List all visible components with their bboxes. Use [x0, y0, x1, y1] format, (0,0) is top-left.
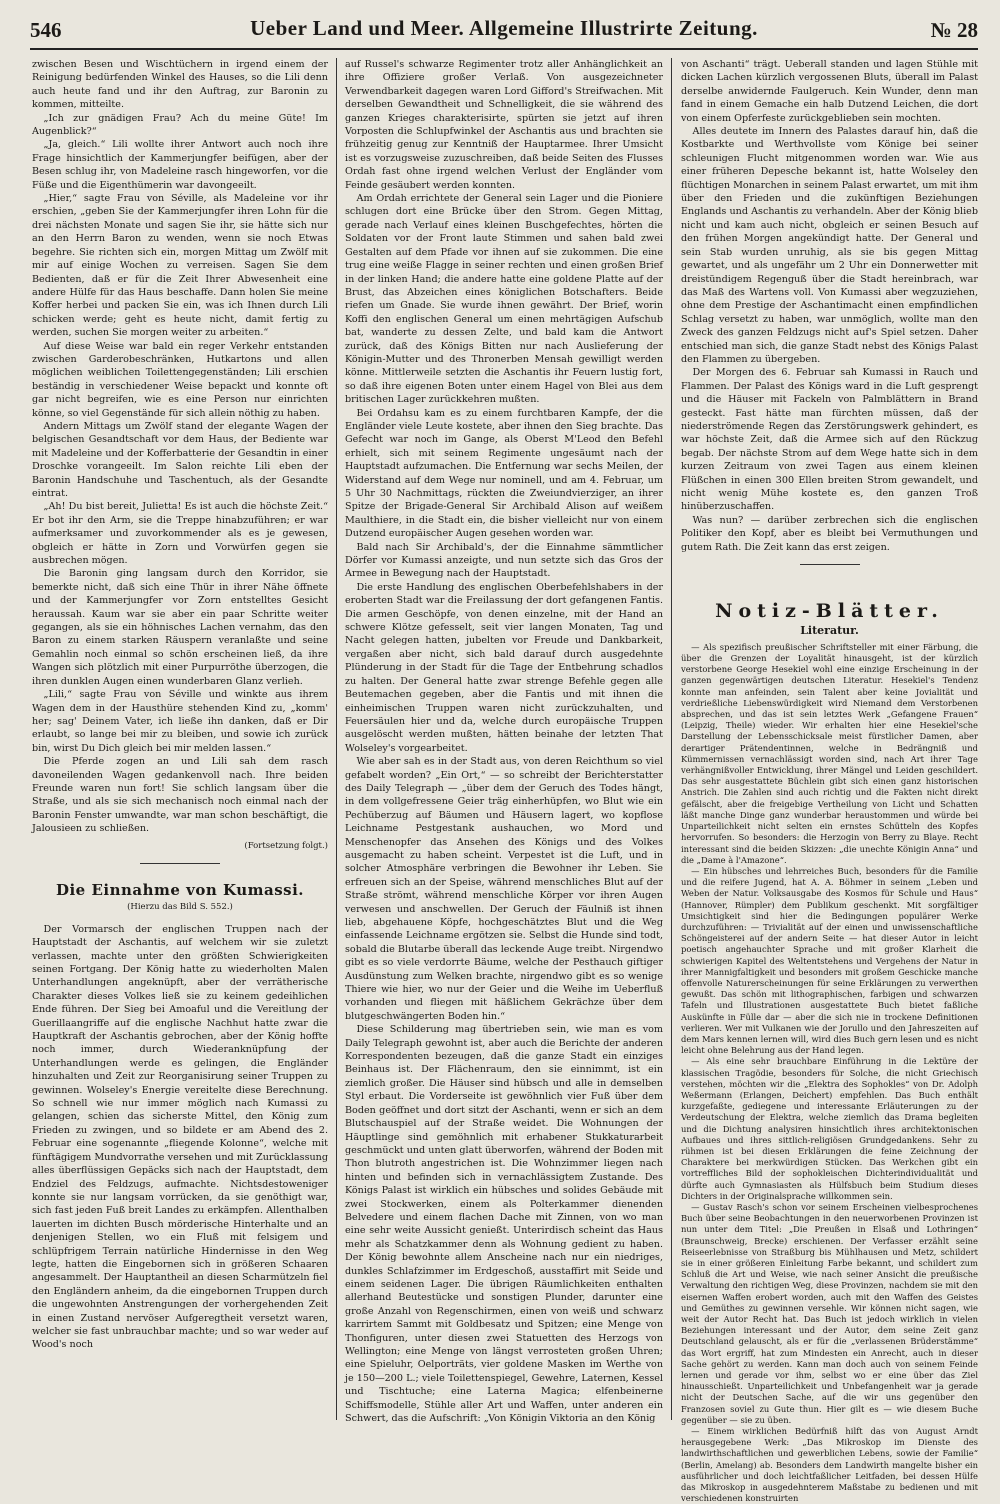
- note-paragraph: — Als spezifisch preußischer Schriftsteller mit einer Färbung, die über die Grenzen der Loyalität hinausgeht, ist der kürzlich verstorbene George Hesekiel wohl eine einzige Erscheinung in der ganzen gegenwärtigen deutschen Literatur. Hesekiel's Tendenz konnte man anfeinden, sein Talent aber keine Jovialität und verdrießliche Liebenswürdigkeit wird Niemand dem Verstorbenen absprechen, und das ist sein letztes Werk „Gefangene Frauen“ (Leipzig, Theile) wieder. Wir erhalten hier eine Hesekiel'sche Darstellung der Lebensschicksale meist fürstlicher Damen, aber derartiger Prätendentinnen, welche in Bedrängniß und Kümmernissen vernachlässigt worden sind, nach Art ihrer Tage verhängnißvoller Entwicklung, ihrer Mängel und Leiden geschildert. Das sehr ausgestattete Büchlein gibt sich einen ganz historischen Anstrich. Die Zahlen sind auch richtig und die Fakten nicht direkt gefälscht, aber die freigebige Vertheilung von Licht und Schatten läßt manche Dinge ganz wunderbar heraustommen und würde bei Unparteilichkeit nicht selten ein ernstes Schütteln des Kopfes hervorrufen. So besonders: die Herzogin von Berry zu Blaye. Recht interessant sind die beiden Skizzen: „die unechte Königin Anna“ und die „Dame à l'Amazone“.: [681, 641, 978, 865]
- article-title: Die Einnahme von Kumassi.: [55, 880, 305, 899]
- paragraph: „Hier,“ sagte Frau von Séville, als Madeleine vor ihr erschien, „geben Sie der Kammerjungfer ihren Lohn für die drei nächsten Monate und sagen Sie ihr, sie hätte sich nur an den Herrn Baron zu wenden, wenn sie noch Etwas begehre. Sie richten sich ein, morgen Mittag um Zwölf mit mir auf einige Wochen zu verreisen. Sagen Sie dem Bedienten, daß er für die Zeit Ihrer Abwesenheit eine andere Hülfe für das Haus beschaffe. Dann holen Sie meine Koffer herbei und packen Sie ein, was ich Ihnen durch Lili schicken werde; geht es heute nicht, damit fertig zu werden, suchen Sie morgen weiter zu arbeiten.“: [32, 193, 328, 339]
- section-divider: [140, 863, 220, 864]
- paragraph: Diese Schilderung mag übertrieben sein, wie man es vom Daily Telegraph gewohnt ist, aber auch die Berichte der anderen Korrespondenten bezeugen, daß die ganze Stadt ein einziges Beinhaus ist. Der Flächenraum, den sie einnimmt, ist ein ziemlich großer. Die Häuser sind hübsch und alle in demselben Styl erbaut. Die Vorderseite ist gewöhnlich vier Fuß über dem Boden geöffnet und dort sitzt der Aschanti, wenn er sich an dem Blutschauspiel auf der Straße weidet. Die Wohnungen der Häuptlinge sind gemöhnlich mit erhabener Stukkaturarbeit geschmückt und unten glatt überworfen, während der Boden mit Thon blutroth angestrichen ist. Die Wohnzimmer liegen nach hinten und befinden sich in vernachlässigtem Zustande. Des Königs Palast ist wirklich ein hübsches und solides Gebäude mit zwei Stockwerken, einem als Polterkammer dienenden Belvedere und einem flachen Dache mit Zinnen, von wo man eine sehr weite Aussicht genießt. Unterirdisch scheint das Haus mehr als Schatzkammer denn als Wohnung gedient zu haben. Der König bewohnte allem Anscheine nach nur ein niedriges, dunkles Schlafzimmer im Erdgeschoß, ausstaffirt mit Seide und einem seidenen Lager. Die übrigen Räumlichkeiten enthalten allerhand Beutestücke und sonstigen Plunder, darunter eine große Anzahl von Regenschirmen, einen von weiß und schwarz karrirtem Sammt mit Goldbesatz und Spitzen; eine Menge von Thonfiguren, unter diesen zwei Statuetten des Herzogs von Wellington; eine Menge von längst verrosteten großen Uhren; eine Spieluhr, Oelporträts, vier goldene Masken im Werthe von je 150—200 L.; viele Toilettenspiegel, Gewehre, Laternen, Kessel und Tischtuche; eine Laterna Magica; elfenbeinerne Schiffsmodelle, Stühle aller Art und Waffen, unter anderen ein Schwert, das die Aufschrift: „Von Königin Viktoria an den König: [345, 1024, 663, 1425]
- column-2: [345, 58, 663, 1425]
- paragraph: Bei Ordahsu kam es zu einem furchtbaren Kampfe, der die Engländer viele Leute kostete, aber ihnen den Sieg brachte. Das Gefecht war noch im Gange, als Oberst M'Leod den Befehl erhielt, sich mit seinem Regimente ungesäumt nach der Hauptstadt aufzumachen. Die Entfernung war sechs Meilen, der Widerstand auf dem Wege nur nominell, und am 4. Februar, um 5 Uhr 30 Nachmittags, rückten die Zweiundvierziger, an ihrer Spitze der Brigade-General Sir Archibald Alison auf weißem Maulthiere, in die Stadt ein, die bisher vielleicht nur von einem Dutzend europäischer Augen gesehen worden war.: [345, 407, 663, 540]
- issue-number: № 28: [930, 18, 978, 42]
- paragraph: „Ich zur gnädigen Frau? Ach du meine Güte! Im Augenblick?“: [32, 112, 328, 138]
- column-divider: [671, 58, 672, 1420]
- paragraph: zwischen Besen und Wischtüchern in irgend einem der Reinigung bedürfenden Winkel des Hauses, so die Lili denn auch heute fand und ihr den Auftrag, zur Baronin zu kommen, mitteilte.: [32, 59, 328, 111]
- column-1: [32, 58, 328, 1420]
- section-divider: [800, 564, 860, 565]
- subsection-title: Literatur.: [800, 624, 859, 638]
- note-paragraph: — Ein hübsches und lehrreiches Buch, besonders für die Familie und die reifere Jugend, hat A. A. Böhmer in seinem „Leben und Weben der Natur. Volksausgabe des Kosmos für Schule und Haus“ (Hannover, Rümpler) dem Publikum geschenkt. Mit sorgfältiger Umsichtigkeit sind hier die Bedingungen populärer Werke durchzuführen: — Trivialität auf der einen und unwissenschaftliche Schöngeisterei auf der andern Seite — hat dieser Autor in leicht poetisch angehauchter Sprache und mit großer Klarheit die schwierigen Kapitel des Weltentstehens und Vergehens der Natur in ihrer Mannigfaltigkeit und besonders mit großem Geschicke manche offenvolle Naturerscheinungen für seine Erklärungen zu verwerthen gewußt. Das schön mit lithographischen, farbigen und schwarzen Tafeln und Illustrationen ausgestattete Buch bietet faßliche Auskünfte in Fülle dar — aber die sich nie in trockene Definitionen verlieren. Wer mit Vulkanen wie der Jorullo und den Jahreszeiten auf dem Mars kennen lernen will, wird dies Buch gern lesen und es nicht leicht ohne Belehrung aus der Hand legen.: [681, 865, 978, 1056]
- note-paragraph: — Einem wirklichen Bedürfniß hilft das von August Arndt herausgegebene Werk: „Das Mikroskop im Dienste des landwirthschaftlichen und gewerblichen Lebens, sowie der Familie“ (Berlin, Amelang) ab. Besonders dem Landwirth mangelte bisher ein ausführlicher und doch leichtfaßlicher Leitfaden, bei dessen Hülfe das Mikroskop in ausgedehnterem Maßstabe zu bedienen und mit verschiedenen konstruirten: [681, 1426, 978, 1504]
- notes-block: [681, 642, 978, 1504]
- paragraph: Am Ordah errichtete der General sein Lager und die Pioniere schlugen dort eine Brücke über den Strom. Gegen Mittag, gerade nach Verlauf eines kleinen Buschgefechtes, hörten die Soldaten vor der Front laute Stimmen und sahen bald zwei Gestalten auf dem Pfade vor ihnen auf sie zukommen. Die eine trug eine weiße Flagge in seiner rechten und einen großen Brief in der linken Hand; die andere hatte eine goldene Platte auf der Brust, das Abzeichen eines königlichen Botschafters. Beide riefen um Gnade. Sie wurde ihnen gewährt. Der Brief, worin Koffi den englischen General um einen mehrtägigen Aufschub bat, wanderte zu dessen Zelte, und bald kam die Antwort zurück, daß des Königs Bitten nur nach Auslieferung der Königin-Mutter und des Thronerben Mensah gewilligt werden könne. Mittlerweile setzten die Aschantis ihr Feuern lustig fort, so daß ihre eigenen Boten unter einem Hagel von Blei aus dem britischen Lager zurückkehren mußten.: [345, 193, 663, 406]
- note-paragraph: — Gustav Rasch's schon vor seinem Erscheinen vielbesprochenes Buch über seine Beobachtungen in den neuerworbenen Provinzen ist nun unter dem Titel: „Die Preußen in Elsaß und Lothringen“ (Braunschweig, Brecke) erschienen. Der Verfasser erzählt seine Reiseerlebnisse von Straßburg bis Mühlhausen und Metz, schildert sie in einer größeren Einleitung Farbe bekannt, und schildert zum Schluß die Art und Weise, wie nach seiner Ansicht die preußische Verwaltung den richtigen Weg, diese Provinzen, nachdem sie mit den eisernen Waffen erobert worden, auch mit den Waffen des Geistes und Gemüthes zu gewinnen versehle. Wir können nicht sagen, wie weit der Autor Recht hat. Das Buch ist jedoch wirklich in vielen Beziehungen interessant und der Autor, dem seine Zeit ganz Deutschland gelauscht, als er für die „verlassenen Brüderstämme“ das Wort ergriff, hat zum Mindesten ein Anrecht, auch in dieser Sache gehört zu werden. Kann man doch auch von seinem Feinde lernen und gerade vor ihm, selbst wo er eine über das Ziel hinausschießt. Unparteilichkeit und Unbefangenheit war ja gerade nicht der Deutschen Sache, auf die wir uns gegenüber den Franzosen soviel zu Gute thun. Hier gilt es — wie diesem Buche gegenüber — sie zu üben.: [681, 1202, 978, 1425]
- section-title: Notiz-Blätter.: [715, 600, 944, 623]
- paragraph: Die Baronin ging langsam durch den Korridor, sie bemerkte nicht, daß sich eine Thür in ihrer Nähe öffnete und der Kammerjungfer vor Zorn entstelltes Gesicht heraussah. Kaum war sie aber ein paar Schritte weiter gegangen, als sie ein höhnisches Lachen vernahm, das den Baron zu einem starken Räuspern veranlaßte und seine Gemahlin noch einmal so schön erscheinen ließ, da ihre Wangen sich plötzlich mit einer Purpurröthe überzogen, die ihren dunklen Augen einen wunderbaren Glanz verlieh.: [32, 568, 328, 687]
- paragraph: Wie aber sah es in der Stadt aus, von deren Reichthum so viel gefabelt worden? „Ein Ort,“ — so schreibt der Berichterstatter des Daily Telegraph — „über dem der Geruch des Todes hängt, in dem vollgefressene Geier träg einherhüpfen, wo Blut wie ein Pechüberzug auf Bäumen und Häusern lagert, wo kopflose Leichname Pestgestank aushauchen, wo Mord und Menschenopfer das Ansehen des Königs und des Volkes ausgemacht zu haben scheint. Verpestet ist die Luft, und in solcher Atmosphäre verbringen die Bewohner ihr Leben. Sie erfreuen sich an der Speise, während menschliches Blut auf der Straße strömt, während menschliche Körper vor ihren Augen verwesen und anschwellen. Der Geruch der Fäulniß ist ihnen lieb, abgehauene Köpfe, hochgeschätztes Blut und die Weg einfassende Leichname ergötzen sie. Selbst die Hunde sind todt, sobald die Blutarbe überall das leckende Auge treibt. Nirgendwo gibt es so viele verdorrte Bäume, welche der Pesthauch giftiger Ausdünstung zum Welken brachte, nirgendwo gibt es so wenige Thiere wie hier, wo nur der Geier und die Weihe im Ueberfluß vorhanden und fliegen mit häßlichem Gekrächze über dem blutgeschwängerten Boden hin.“: [345, 756, 663, 1022]
- paragraph: Bald nach Sir Archibald's, der die Einnahme sämmtlicher Dörfer vor Kumassi anzeigte, und nun setzte sich das Gros der Armee in Bewegung nach der Hauptstadt.: [345, 541, 663, 580]
- paragraph: Der Morgen des 6. Februar sah Kumassi in Rauch und Flammen. Der Palast des Königs ward in die Luft gesprengt und die Häuser mit Fackeln von Palmblättern in Brand gesteckt. Fast hätte man fürchten müssen, daß der niederströmende Regen das Zerstörungswerk gehindert, es war höchste Zeit, daß die Armee sich auf den Rückzug begab. Der nächste Strom auf dem Wege hatte sich in dem kurzen Zeitraum von zwei Tagen aus einem kleinen Flüßchen in einen 300 Ellen breiten Strom gewandelt, und nicht wenig Mühe kostete es, den ganzen Troß hinüberzuschaffen.: [681, 367, 978, 513]
- paragraph: Auf diese Weise war bald ein reger Verkehr entstanden zwischen Garderobeschränken, Hutkartons und allen möglichen weiblichen Toilettengegenständen; Lili erschien beständig in verschiedener Weise bepackt und konnte oft gar nicht begreifen, wie es eine Person nur einrichten könne, so viel Gegenstände für sich allein nöthig zu haben.: [32, 340, 328, 419]
- column-3: [681, 58, 978, 1504]
- column-divider: [336, 58, 337, 1420]
- paragraph: Was nun? — darüber zerbrechen sich die englischen Politiker den Kopf, aber es bleibt bei Vermuthungen und gutem Rath. Die Zeit kann das erst zeigen.: [681, 514, 978, 553]
- paragraph: Die erste Handlung des englischen Oberbefehlshabers in der eroberten Stadt war die Freilassung der dort gefangenen Fantis. Die armen Geschöpfe, von denen einzelne, mit der Hand an schwere Klötze gefesselt, seit vier langen Monaten, Tag und Nacht gelegen hatten, jubelten vor Freude und Dankbarkeit, vergaßen aber nicht, sich bald darauf durch ausgedehnte Plünderung in der Stadt für die Tage der Entbehrung schadlos zu halten. Der General hatte zwar strenge Befehle gegen alle Beutemachen gegeben, aber die Fantis und mit ihnen die einheimischen Truppen waren nicht zurückzuhalten, und Feuersäulen hier und da, welche durch europäische Truppen ausgelöscht werden mußten, hätten beinahe der letzten That Wolseley's vorgearbeitet.: [345, 581, 663, 754]
- page-number: 546: [30, 18, 62, 42]
- paragraph: Der Vormarsch der englischen Truppen nach der Hauptstadt der Aschantis, auf welchem wir sie zuletzt verlassen, machte unter den größten Schwierigkeiten seinen Fortgang. Der König hatte zu wiederholten Malen Unterhandlungen angeknüpft, aber der verrätherische Charakter dieses Volkes ließ sie zu keinem gedeihlichen Ende führen. Der Sieg bei Amoaful und die Vereitlung der Guerillaangriffe auf die englische Nachhut hatte zwar die Hauptkraft der Aschantis gebrochen, aber der König hoffte noch immer, durch Wiederanknüpfung der Unterhandlungen werde es gelingen, die Engländer hinzuhalten und Zeit zur Reorganisirung seiner Truppen zu gewinnen. Wolseley's Energie vereitelte diese Berechnung. So schnell wie nur immer möglich nach Kumassi zu gelangen, schien das sicherste Mittel, den König zum Frieden zu zwingen, und so bildete er am Abend des 2. Februar eine sogenannte „fliegende Kolonne“, welche mit fünftägigem Mundvorrathe versehen und mit Zurücklassung alles überflüssigen Gepäcks sich nach der Hauptstadt, dem Endziel des Feldzugs, aufmachte. Nichtsdestoweniger konnte sie nur langsam vorrücken, da sie genöthigt war, sich fast jeden Fuß breit Landes zu erkämpfen. Allenthalben lauerten im dichten Busch mörderische Hinterhalte und an denjenigen Stellen, wo ein Fluß mit felsigem und schlüpfrigem Terrain natürliche Hindernisse in den Weg legte, hatten die Eingebornen sich in größeren Schaaren angesammelt. Der Hauptantheil an diesen Scharmützeln fiel den Engländern anheim, da die eingebornen Truppen durch die ungewohnten Anstrengungen der vorhergehenden Zeit in einen Zustand nervöser Aufgeregtheit versetzt waren, welcher sie fast unbrauchbar machte; und so war weder auf Wood's noch: [32, 923, 328, 1351]
- masthead-title: Ueber Land und Meer. Allgemeine Illustrirte Zeitung.: [250, 16, 758, 40]
- continuation-note: (Fortsetzung folgt.): [244, 840, 328, 851]
- article-reference: (Hierzu das Bild S. 552.): [127, 902, 233, 913]
- paragraph: Andern Mittags um Zwölf stand der elegante Wagen der belgischen Gesandtschaft vor dem Haus, der Bediente war mit Madeleine und der Kofferbatterie der Gesandtin in einer Droschke vorangeeilt. Im Salon reichte Lili eben der Baronin Handschuhe und Taschentuch, als der Gesandte eintrat.: [32, 420, 328, 499]
- paragraph: auf Russel's schwarze Regimenter trotz aller Anhänglichkeit an ihre Offiziere großer Verlaß. Von ausgezeichneter Verwendbarkeit dagegen waren Lord Gifford's Streifwachen. Mit derselben Gewandtheit und Schnelligkeit, die sie während des ganzen Krieges charakterisirte, spürten sie jetzt auf ihren Vorposten die Schlupfwinkel der Aschantis aus und brachten sie frühzeitig genug zur Kenntniß der Hauptarmee. Ihrer Umsicht ist es vorzugsweise zuzuschreiben, daß beide Seiten des Flusses Ordah fast ohne irgend welchen Verlust der Engländer vom Feinde gesäubert werden konnten.: [345, 59, 663, 191]
- paragraph: Die Pferde zogen an und Lili sah dem rasch davoneilenden Wagen gedankenvoll nach. Ihre beiden Freunde waren nun fort! Sie schlich langsam über die Straße, und als sie sich mechanisch noch einmal nach der Baronin Fenster umwandte, war man schon beschäftigt, die Jalousieen zu schließen.: [32, 756, 328, 835]
- paragraph: „Lili,“ sagte Frau von Séville und winkte aus ihrem Wagen dem in der Hausthüre stehenden Kind zu, „komm' her; sag' Deinem Vater, ich ließe ihn danken, daß er Dir erlaubt, so lange bei mir zu bleiben, und sowie ich zurück bin, wirst Du Dich gleich bei mir melden lassen.“: [32, 689, 328, 754]
- paragraph: von Aschanti“ trägt. Ueberall standen und lagen Stühle mit dicken Lachen kürzlich vergossenen Bluts, überall im Palast derselbe anwidernde Faulgeruch. Kein Wunder, denn man fand in einem Gemache ein halb Dutzend Leichen, die dort von einem Opferfeste zurückgeblieben sein mochten.: [681, 59, 978, 124]
- paragraph: „Ja, gleich.“ Lili wollte ihrer Antwort auch noch ihre Frage hinsichtlich der Kammerjungfer beifügen, aber der Besen schlug ihr, von Madeleine rasch hingeworfen, vor die Füße und die Eigenthümerin war davongeeilt.: [32, 139, 328, 191]
- paragraph: Alles deutete im Innern des Palastes darauf hin, daß die Kostbarkte und Werthvollste vom Könige bei seiner schleunigen Flucht mitgenommen worden war. Wie aus einer früheren Depesche bekannt ist, hatte Wolseley den flüchtigen Monarchen in seinem Palast erwartet, um mit ihm über den Frieden und die zukünftigen Beziehungen Englands und Aschantis zu verhandeln. Aber der König blieb nicht und kam auch nicht, obgleich er seinen Besuch auf den frühen Morgen angekündigt hatte. Der General und sein Stab wurden unruhig, als sie bis gegen Mittag gewartet, und als ungefähr um 2 Uhr ein Donnerwetter mit dreistündigem Regenguß über die Stadt hereinbrach, war das Maß des Wartens voll. Von Kumassi aber wegzuziehen, ohne dem Prestige der Aschantimacht einen empfindlichen Schlag versetzt zu haben, war unmöglich, wollte man den Zweck des ganzen Feldzugs nicht auf's Spiel setzen. Daher entschied man sich, die ganze Stadt nebst des Königs Palast den Flammen zu übergeben.: [681, 126, 978, 365]
- note-paragraph: — Als eine sehr brauchbare Einführung in die Lektüre der klassischen Tragödie, besonders für Solche, die nicht Griechisch verstehen, möchten wir die „Elektra des Sophokles“ von Dr. Adolph Weßermann (Erlangen, Deichert) empfehlen. Das Buch enthält kurzgefaßte, gediegene und interessante Erläuterungen zu der Verdeutschung der Elektra, welche ziemlich das Drama begleiten und die Dichtung analysiren hinsichtlich ihres architektonischen Aufbaues und ihres sittlich-religiösen Grundgedankens. Sehr zu rühmen ist bei diesen Erklärungen die feine Zeichnung der Charaktere bei merkwürdigen Stücken. Das Werkchen gibt ein vortreffliches Bild der sophokleischen Dichterindividualität und dürfte auch Gymnasiasten als Hülfsbuch beim Studium dieses Dichters in der Originalsprache willkommen sein.: [681, 1056, 978, 1201]
- paragraph: „Ah! Du bist bereit, Julietta! Es ist auch die höchste Zeit.“ Er bot ihr den Arm, sie die Treppe hinabzuführen; er war aufmerksamer und zuvorkommender als es je gewesen, obgleich er hätte in Zorn und Vorwürfen gegen sie ausbrechen mögen.: [32, 501, 328, 567]
- page-header: [30, 12, 978, 50]
